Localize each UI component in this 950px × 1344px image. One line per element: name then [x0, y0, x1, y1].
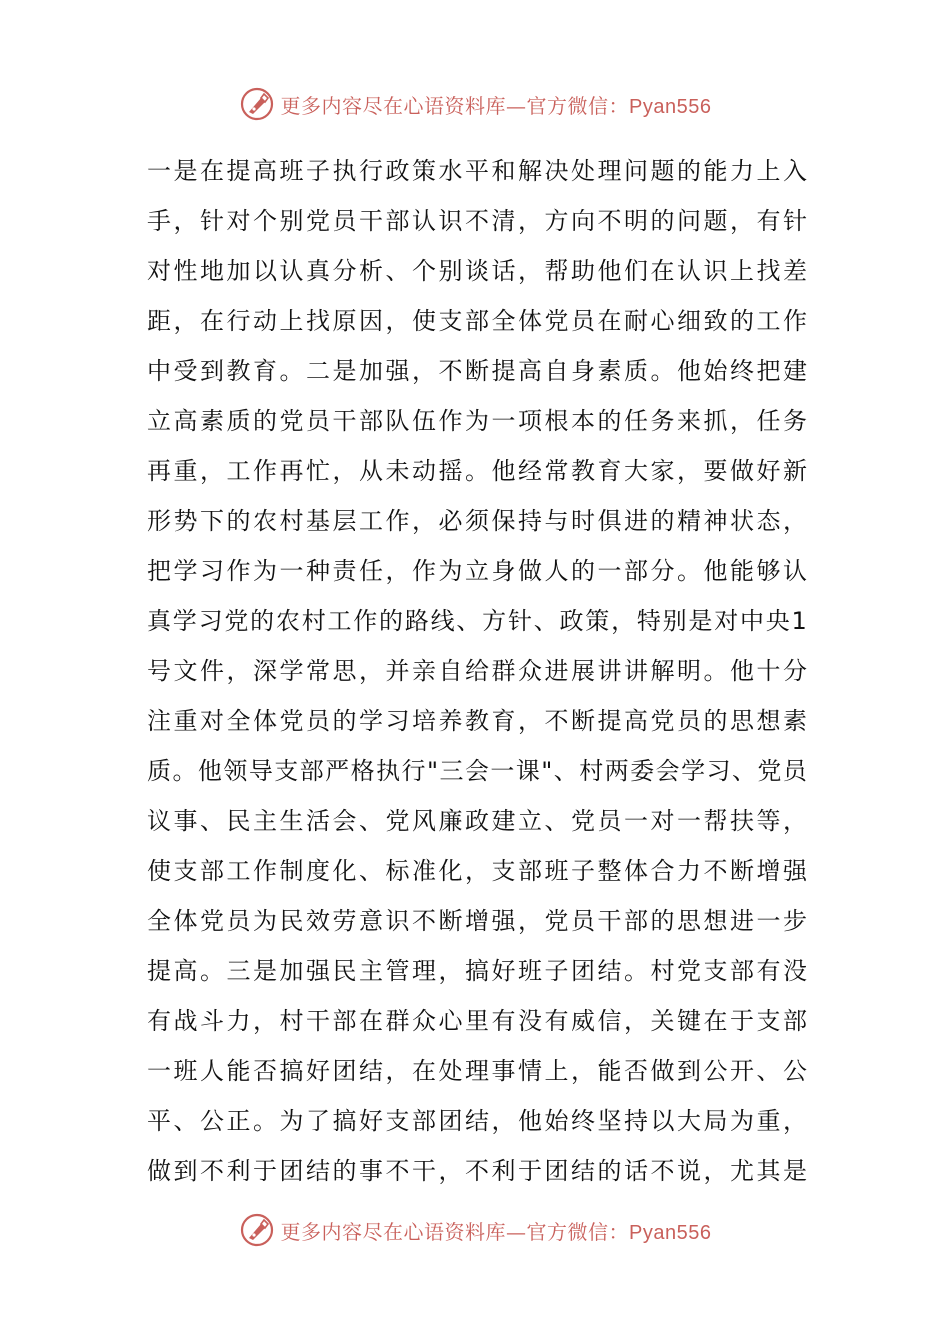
text-line: 一 是 在 提 高 班 子 执 行 政 策 水 平 和 解 决 处 理 问 题 的 能 力 上 入 — [147, 157, 807, 185]
text-line: 对 性 地 加 以 认 真 分 析 、 个 别 谈 话 ， 帮 助 他 们 在 认 识 上 找 差 — [147, 257, 807, 285]
text-line: 有 战 斗 力 ， 村 干 部 在 群 众 心 里 有 没 有 威 信 ， 关 键 在 于 支 部 — [147, 1007, 807, 1035]
footer-banner — [0, 1210, 950, 1250]
text-line: 使 支 部 工 作 制 度 化 、 标 准 化 ， 支 部 班 子 整 体 合 力 不 断 增 强 — [147, 857, 807, 885]
text-line: 再 重 ， 工 作 再 忙 ， 从 未 动 摇 。 他 经 常 教 育 大 家 ， 要 做 好 新 — [147, 457, 807, 485]
text-line: 做 到 不 利 于 团 结 的 事 不 干 ， 不 利 于 团 结 的 话 不 说 ， 尤 其 是 — [147, 1157, 807, 1185]
wechat-id: Pyan556 — [629, 95, 712, 118]
text-line: 全 体 党 员 为 民 效 劳 意 识 不 断 增 强 ， 党 员 干 部 的 思 想 进 一 步 — [147, 907, 807, 935]
text-line: 一 班 人 能 否 搞 好 团 结 ， 在 处 理 事 情 上 ， 能 否 做 到 公 开 、 公 — [147, 1057, 807, 1085]
text-line: 距 ， 在 行 动 上 找 原 因 ， 使 支 部 全 体 党 员 在 耐 心 细 致 的 工 作 — [147, 307, 807, 335]
text-line: 形 势 下 的 农 村 基 层 工 作 ， 必 须 保 持 与 时 俱 进 的 精 神 状 态 ， — [147, 507, 807, 535]
wechat-id: Pyan556 — [629, 1221, 712, 1244]
header-banner — [0, 84, 950, 124]
text-line: 平 、 公 正 。 为 了 搞 好 支 部 团 结 ， 他 始 终 坚 持 以 大 局 为 重 ， — [147, 1107, 807, 1135]
banner-text-cn: 更多内容尽在心语资料库—官方微信： — [280, 1219, 630, 1244]
text-line: 议 事 、 民 主 生 活 会 、 党 风 廉 政 建 立 、 党 员 一 对 一 帮 扶 等 ， — [147, 807, 807, 835]
text-line: 号 文 件 ， 深 学 常 思 ， 并 亲 自 给 群 众 进 展 讲 讲 解 明 。 他 十 分 — [147, 657, 807, 685]
text-line: 质 。 他 领 导 支 部 严 格 执 行 " 三 会 一 课 " 、 村 两 委 会 学 习 、 党 员 — [147, 757, 807, 785]
banner-text — [281, 90, 712, 119]
text-line: 注 重 对 全 体 党 员 的 学 习 培 养 教 育 ， 不 断 提 高 党 员 的 思 想 素 — [147, 707, 807, 735]
banner-text — [281, 1216, 712, 1245]
pen-nib-seal-icon — [239, 86, 275, 122]
text-line: 真 学 习 党 的 农 村 工 作 的 路 线 、 方 针 、 政 策 ， 特 别 是 对 中 央 1 — [147, 607, 807, 635]
text-line: 中 受 到 教 育 。 二 是 加 强 ， 不 断 提 高 自 身 素 质 。 他 始 终 把 建 — [147, 357, 807, 385]
banner-text-cn: 更多内容尽在心语资料库—官方微信： — [280, 93, 630, 118]
text-line: 立 高 素 质 的 党 员 干 部 队 伍 作 为 一 项 根 本 的 任 务 来 抓 ， 任 务 — [147, 407, 807, 435]
text-line: 手 ， 针 对 个 别 党 员 干 部 认 识 不 清 ， 方 向 不 明 的 问 题 ， 有 针 — [147, 207, 807, 235]
body-paragraph — [147, 146, 807, 1196]
text-line: 提 高 。 三 是 加 强 民 主 管 理 ， 搞 好 班 子 团 结 。 村 党 支 部 有 没 — [147, 957, 807, 985]
text-line: 把 学 习 作 为 一 种 责 任 ， 作 为 立 身 做 人 的 一 部 分 。 他 能 够 认 — [147, 557, 807, 585]
pen-nib-seal-icon — [239, 1212, 275, 1248]
